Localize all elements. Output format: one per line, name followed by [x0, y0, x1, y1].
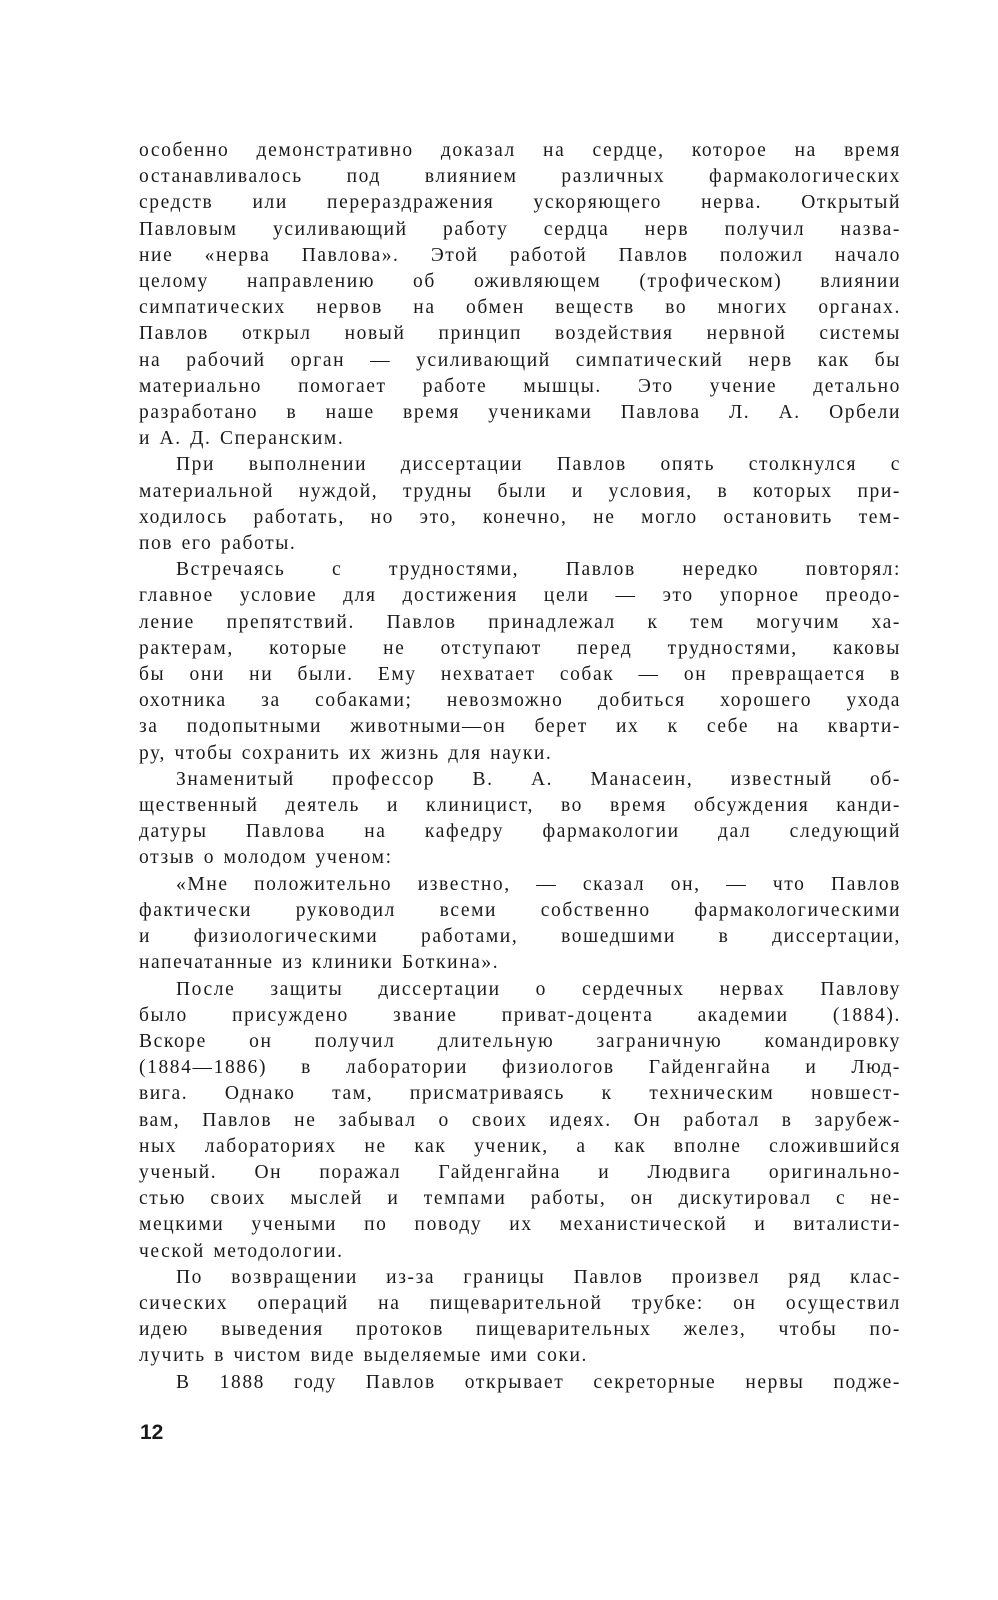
text-line: вам, Павлов не забывал о своих идеях. Он работал в зарубеж-: [139, 1109, 901, 1131]
text-line: разработано в наше время учениками Павлова Л. А. Орбели: [139, 402, 901, 424]
text-line: Павловым усиливающий работу сердца нерв получил назва-: [139, 218, 901, 240]
text-line: лучить в чистом виде выделяемые ими соки.: [139, 1345, 589, 1367]
text-line: идею выведения протоков пищеварительных желез, чтобы по-: [139, 1319, 901, 1341]
text-line: (1884—1886) в лаборатории физиологов Гайденгайна и Люд-: [139, 1057, 901, 1079]
text-line: за подопытными животными—он берет их к себе на кварти-: [139, 716, 901, 738]
text-line: После защиты диссертации о сердечных нервах Павлову: [176, 978, 901, 1000]
text-line: ческой методологии.: [139, 1240, 344, 1262]
text-line: главное условие для достижения цели — это упорное преодо-: [139, 585, 901, 607]
text-line: Вскоре он получил длительную заграничную командировку: [139, 1030, 901, 1052]
paragraph: [139, 977, 901, 1265]
text-line: ление препятствий. Павлов принадлежал к тем могучим ха-: [139, 611, 901, 633]
paragraph: [139, 767, 901, 872]
text-line: щественный деятель и клиницист, во время обсуждения канди-: [139, 795, 901, 817]
text-line: Знаменитый профессор В. А. Манасеин, известный об-: [176, 768, 901, 790]
paragraph: [139, 1265, 901, 1370]
text-line: ру, чтобы сохранить их жизнь для науки.: [139, 742, 553, 764]
text-line: При выполнении диссертации Павлов опять столкнулся с: [176, 454, 901, 476]
text-line: пов его работы.: [139, 533, 297, 555]
page-number: 12: [140, 1421, 164, 1444]
text-line: ученый. Он поражал Гайденгайна и Людвига оригинально-: [139, 1161, 901, 1183]
page-body: [139, 138, 901, 1396]
paragraph: [139, 138, 901, 452]
text-line: вига. Однако там, присматриваясь к техническим новшест-: [139, 1083, 901, 1105]
text-line: было присуждено звание приват-доцента академии (1884).: [139, 1004, 901, 1026]
text-line: фактически руководил всеми собственно фармакологическими: [139, 899, 901, 921]
text-line: симпатических нервов на обмен веществ во многих органах.: [139, 297, 901, 319]
text-line: ных лабораториях не как ученик, а как вполне сложившийся: [139, 1135, 901, 1157]
text-line: датуры Павлова на кафедру фармакологии дал следующий: [139, 821, 901, 843]
paragraph: [139, 452, 901, 557]
text-line: В 1888 году Павлов открывает секреторные нервы подже-: [176, 1371, 901, 1393]
text-line: ние «нерва Павлова». Этой работой Павлов положил начало: [139, 244, 901, 266]
text-line: материальной нуждой, трудны были и условия, в которых при-: [139, 480, 901, 502]
text-line: на рабочий орган — усиливающий симпатический нерв как бы: [139, 349, 901, 371]
text-line: ходилось работать, но это, конечно, не могло остановить тем-: [139, 506, 901, 528]
text-line: охотника за собаками; невозможно добиться хорошего ухода: [139, 690, 901, 712]
text-line: рактерам, которые не отступают перед трудностями, каковы: [139, 637, 901, 659]
text-line: По возвращении из-за границы Павлов произвел ряд клас-: [176, 1266, 901, 1288]
text-line: «Мне положительно известно, — сказал он, — что Павлов: [176, 873, 901, 895]
text-line: бы они ни были. Ему нехватает собак — он превращается в: [139, 664, 901, 686]
text-line: отзыв о молодом ученом:: [139, 847, 393, 869]
text-line: сических операций на пищеварительной трубке: он осуществил: [139, 1292, 901, 1314]
text-line: средств или перераздражения ускоряющего нерва. Открытый: [139, 192, 901, 214]
text-line: останавливалось под влиянием различных фармакологических: [139, 166, 901, 188]
text-line: и физиологическими работами, вошедшими в диссертации,: [139, 926, 901, 948]
paragraph: [139, 872, 901, 977]
text-line: Павлов открыл новый принцип воздействия нервной системы: [139, 323, 901, 345]
text-line: Встречаясь с трудностями, Павлов нередко повторял:: [176, 559, 901, 581]
paragraph: [139, 557, 901, 767]
text-line: стью своих мыслей и темпами работы, он дискутировал с не-: [139, 1188, 901, 1210]
text-line: материально помогает работе мышцы. Это учение детально: [139, 375, 901, 397]
text-line: и А. Д. Сперанским.: [139, 428, 345, 450]
text-line: целому направлению об оживляющем (трофическом) влиянии: [139, 271, 901, 293]
text-line: особенно демонстративно доказал на сердце, которое на время: [139, 140, 901, 161]
paragraph: [139, 1370, 901, 1396]
text-line: мецкими учеными по поводу их механистической и виталисти-: [139, 1214, 901, 1236]
text-line: напечатанные из клиники Боткина».: [139, 952, 500, 974]
